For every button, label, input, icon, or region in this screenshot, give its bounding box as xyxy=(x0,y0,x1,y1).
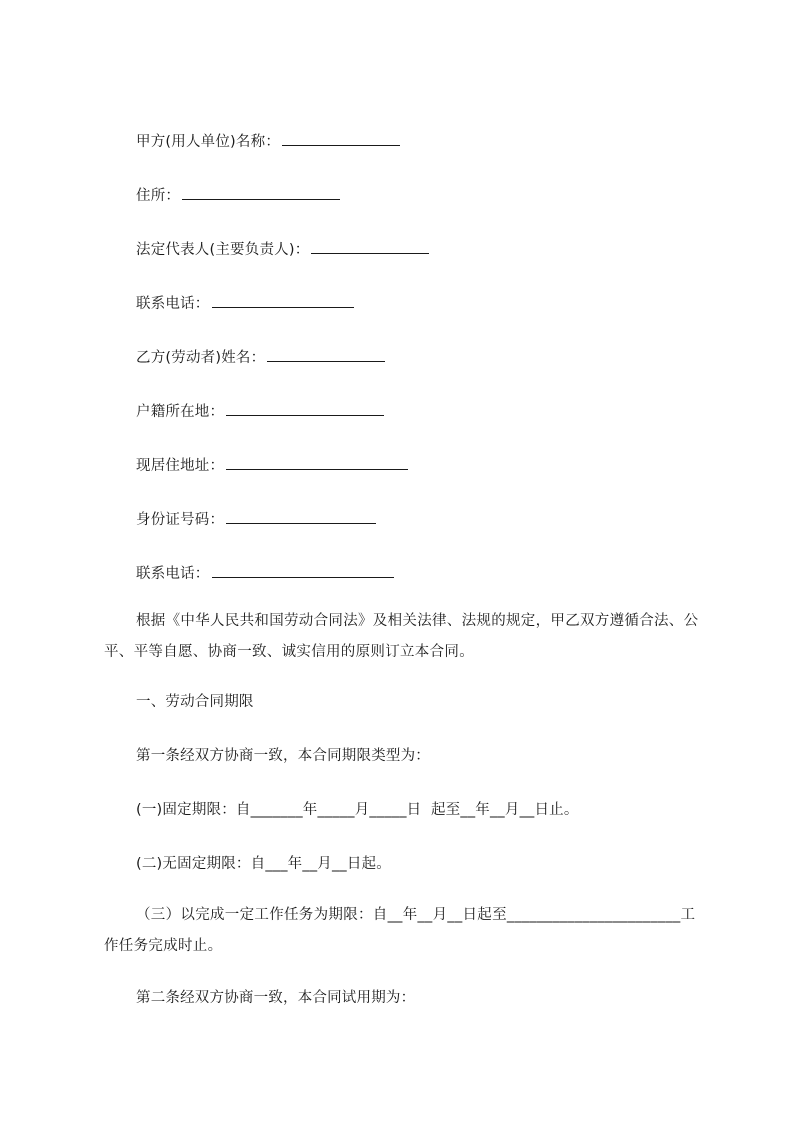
section1-heading: 一、劳动合同期限 xyxy=(136,694,254,710)
party-b-name-row xyxy=(136,347,385,368)
party-a-address-row xyxy=(136,185,340,206)
party-a-rep-row xyxy=(136,239,429,260)
party-a-rep-blank[interactable] xyxy=(311,239,429,254)
party-b-id-row xyxy=(136,509,376,530)
term-fixed-option: (一)固定期限：自_______年_____月_____日 起至__年__月__日止。 xyxy=(136,802,579,818)
party-b-phone-blank[interactable] xyxy=(212,563,394,578)
party-b-id-blank[interactable] xyxy=(226,509,376,524)
party-b-phone-label: 联系电话： xyxy=(136,566,210,582)
party-b-household-row xyxy=(136,401,384,422)
party-b-name-blank[interactable] xyxy=(267,347,385,362)
party-b-id-label: 身份证号码： xyxy=(136,512,225,528)
party-b-residence-label: 现居住地址： xyxy=(136,458,225,474)
article2-text: 第二条经双方协商一致，本合同试用期为： xyxy=(136,990,416,1006)
party-a-name-label: 甲方(用人单位)名称： xyxy=(136,134,281,150)
party-b-name-label: 乙方(劳动者)姓名： xyxy=(136,350,266,366)
term-task-option xyxy=(104,900,704,962)
article1-text: 第一条经双方协商一致，本合同期限类型为： xyxy=(136,748,430,764)
party-a-name-blank[interactable] xyxy=(282,131,400,146)
preamble-paragraph xyxy=(104,606,704,668)
party-a-phone-label: 联系电话： xyxy=(136,296,210,312)
preamble-text: 根据《中华人民共和国劳动合同法》及相关法律、法规的规定，甲乙双方遵循合法、公平、平等自愿、协商一致、诚实信用的原则订立本合同。 xyxy=(104,613,699,660)
party-b-household-blank[interactable] xyxy=(226,401,384,416)
party-a-address-label: 住所： xyxy=(136,188,181,204)
party-a-phone-blank[interactable] xyxy=(212,293,354,308)
term-open-option: (二)无固定期限：自___年__月__日起。 xyxy=(136,856,391,872)
party-b-household-label: 户籍所在地： xyxy=(136,404,225,420)
party-a-rep-label: 法定代表人(主要负责人)： xyxy=(136,242,310,258)
party-a-phone-row xyxy=(136,293,354,314)
party-a-name-row xyxy=(136,131,400,152)
party-b-residence-row xyxy=(136,455,408,476)
party-b-residence-blank[interactable] xyxy=(226,455,408,470)
party-a-address-blank[interactable] xyxy=(182,185,340,200)
term-task-text: （三）以完成一定工作任务为期限：自__年__月__日起至_______________________工作任务完成时止。 xyxy=(104,907,696,954)
party-b-phone-row xyxy=(136,563,394,584)
